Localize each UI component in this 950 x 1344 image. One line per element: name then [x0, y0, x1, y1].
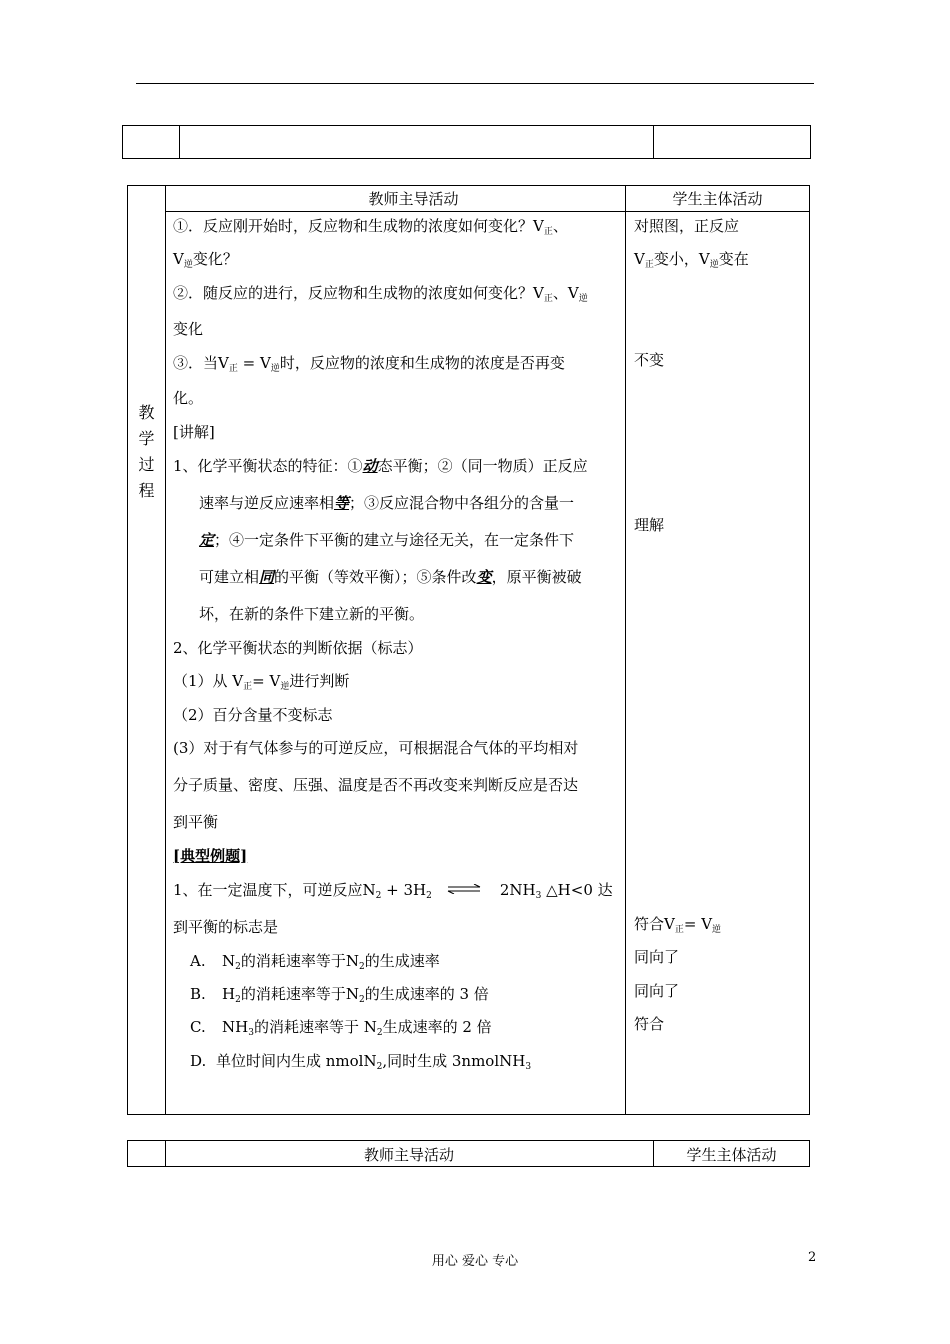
- subscript: 正: [674, 925, 684, 935]
- text: （1）从 V: [173, 672, 244, 690]
- teacher-line: [173, 880, 613, 903]
- subscript: 逆: [578, 294, 588, 304]
- subscript: 2: [376, 1028, 383, 1038]
- text: ；④一定条件下平衡的建立与途径无关，在一定条件下: [214, 531, 575, 549]
- teacher-line: [173, 216, 568, 239]
- teacher-line: [173, 249, 238, 272]
- teacher-line: 到平衡: [173, 813, 219, 831]
- emphasis: 定: [199, 531, 215, 549]
- page-number: 2: [808, 1250, 817, 1265]
- teacher-line: [173, 456, 588, 476]
- text: 1、化学平衡状态的特征：①: [173, 457, 363, 475]
- teacher-line: [173, 671, 349, 694]
- subscript: 3: [248, 1028, 254, 1038]
- subscript: 2: [359, 962, 365, 972]
- teacher-line: 变化: [173, 320, 204, 338]
- text: 态平衡；②（同一物质）正反应: [377, 457, 588, 475]
- text: V: [634, 250, 645, 268]
- header-rule: [136, 83, 814, 84]
- teacher-line: 到平衡的标志是: [173, 918, 279, 936]
- student-line: 不变: [634, 351, 665, 369]
- top-table-divider: [653, 126, 654, 158]
- teacher-line: 化。: [173, 389, 204, 407]
- option-c: [190, 1017, 492, 1040]
- text: ③．当V: [173, 354, 229, 372]
- option-letter: C.: [190, 1018, 206, 1036]
- main-table-divider: [625, 186, 626, 1114]
- text: ①．反应刚开始时，反应物和生成物的浓度如何变化？V: [173, 217, 544, 235]
- equilibrium-arrow-icon: [446, 884, 482, 894]
- text: 变在: [718, 250, 749, 268]
- subscript: 逆: [183, 260, 193, 270]
- teacher-header: 教师主导活动: [368, 190, 459, 208]
- subscript: 逆: [709, 260, 719, 270]
- emphasis: 同: [259, 568, 275, 586]
- text: 变化？: [192, 250, 238, 268]
- subscript: 2: [426, 891, 432, 901]
- subscript: 正: [644, 260, 654, 270]
- student-line: [634, 249, 749, 272]
- teacher-line: （2）百分含量不变标志: [173, 706, 333, 724]
- teacher-line: [199, 567, 582, 587]
- subscript: 2: [235, 962, 241, 972]
- text: 的生成速率的 3 倍: [364, 985, 489, 1003]
- text: 的消耗速率等于 N: [253, 1018, 377, 1036]
- teacher-line: 分子质量、密度、压强、温度是否不再改变来判断反应是否达: [173, 776, 579, 794]
- text: 、V: [552, 284, 579, 302]
- teacher-line: [173, 283, 588, 306]
- subscript: 逆: [270, 364, 280, 374]
- text: △H<0 达: [541, 881, 613, 899]
- text: = V: [237, 354, 271, 372]
- teacher-line: [199, 493, 574, 513]
- subscript: 正: [543, 294, 553, 304]
- option-letter: A.: [190, 952, 206, 970]
- student-line: [634, 914, 721, 937]
- side-label-char: 学: [138, 429, 155, 448]
- option-b: [190, 984, 489, 1007]
- text: 速率与逆反应速率相: [199, 494, 335, 512]
- top-table: [122, 125, 811, 159]
- emphasis: 动: [362, 457, 378, 475]
- teacher-line: [讲解]: [173, 423, 215, 441]
- main-table-divider: [165, 186, 166, 1114]
- bottom-teacher-header: 教师主导活动: [363, 1146, 454, 1164]
- text: 、: [552, 217, 568, 235]
- subscript: 逆: [712, 925, 722, 935]
- option-a: [190, 951, 440, 974]
- subscript: 3: [525, 1062, 532, 1072]
- teacher-line: 2、化学平衡状态的判断依据（标志）: [173, 639, 423, 657]
- footer-text: 用心 爱心 专心: [431, 1254, 519, 1269]
- option-letter: D.: [190, 1052, 207, 1070]
- main-table-header-rule: [165, 211, 809, 212]
- emphasis: 变: [476, 568, 492, 586]
- text: 2NH: [499, 881, 536, 899]
- text: + 3H: [381, 881, 427, 899]
- text: H: [222, 985, 236, 1003]
- text: N: [222, 952, 236, 970]
- student-line: 符合: [634, 1015, 665, 1033]
- text: 单位时间内生成 nmolN: [216, 1052, 377, 1070]
- side-label-char: 教: [138, 403, 155, 422]
- bottom-student-header: 学生主体活动: [686, 1146, 777, 1164]
- student-line: 理解: [634, 516, 665, 534]
- teacher-line: [199, 530, 574, 550]
- text: 生成速率的 2 倍: [382, 1018, 492, 1036]
- text: 变小，V: [653, 250, 710, 268]
- side-label: [128, 400, 165, 504]
- option-letter: B.: [190, 985, 206, 1003]
- subscript: 3: [535, 891, 542, 901]
- example-heading: [173, 846, 247, 866]
- subscript: 2: [358, 995, 365, 1005]
- subscript: 2: [375, 891, 382, 901]
- emphasis: 等: [334, 494, 350, 512]
- teacher-line: [173, 353, 565, 376]
- text: ,同时生成 3nmolNH: [382, 1052, 526, 1070]
- text: 的消耗速率等于N: [240, 985, 359, 1003]
- text: 进行判断: [289, 672, 350, 690]
- text: ，原平衡被破: [491, 568, 582, 586]
- subscript: 正: [243, 682, 253, 692]
- subscript: 正: [228, 364, 238, 374]
- text: [典型例题]: [173, 847, 248, 865]
- text: 可建立相: [199, 568, 260, 586]
- student-header: 学生主体活动: [672, 190, 763, 208]
- student-line: 对照图，正反应: [634, 217, 740, 235]
- text: 1、在一定温度下，可逆反应N: [173, 881, 376, 899]
- option-d: [190, 1051, 531, 1074]
- subscript: 2: [235, 995, 241, 1005]
- side-label-char: 程: [138, 481, 155, 500]
- text: 的消耗速率等于N: [240, 952, 359, 970]
- subscript: 逆: [280, 682, 290, 692]
- text: ②．随反应的进行，反应物和生成物的浓度如何变化？V: [173, 284, 544, 302]
- student-line: 同向了: [634, 948, 680, 966]
- subscript: 2: [376, 1062, 383, 1072]
- side-label-char: 过: [138, 455, 155, 474]
- subscript: 正: [543, 227, 553, 237]
- text: 的平衡（等效平衡）；⑤条件改: [274, 568, 477, 586]
- text: = V: [252, 672, 281, 690]
- text: 时，反应物的浓度和生成物的浓度是否再变: [279, 354, 565, 372]
- text: V: [173, 250, 184, 268]
- teacher-line: 坏，在新的条件下建立新的平衡。: [199, 605, 425, 623]
- teacher-line: (3）对于有气体参与的可逆反应，可根据混合气体的平均相对: [173, 739, 579, 757]
- student-line: 同向了: [634, 982, 680, 1000]
- text: ；③反应混合物中各组分的含量一: [349, 494, 575, 512]
- top-table-divider: [179, 126, 180, 158]
- text: NH: [222, 1018, 249, 1036]
- text: 符合V: [634, 915, 675, 933]
- text: = V: [683, 915, 713, 933]
- text: 的生成速率: [364, 952, 440, 970]
